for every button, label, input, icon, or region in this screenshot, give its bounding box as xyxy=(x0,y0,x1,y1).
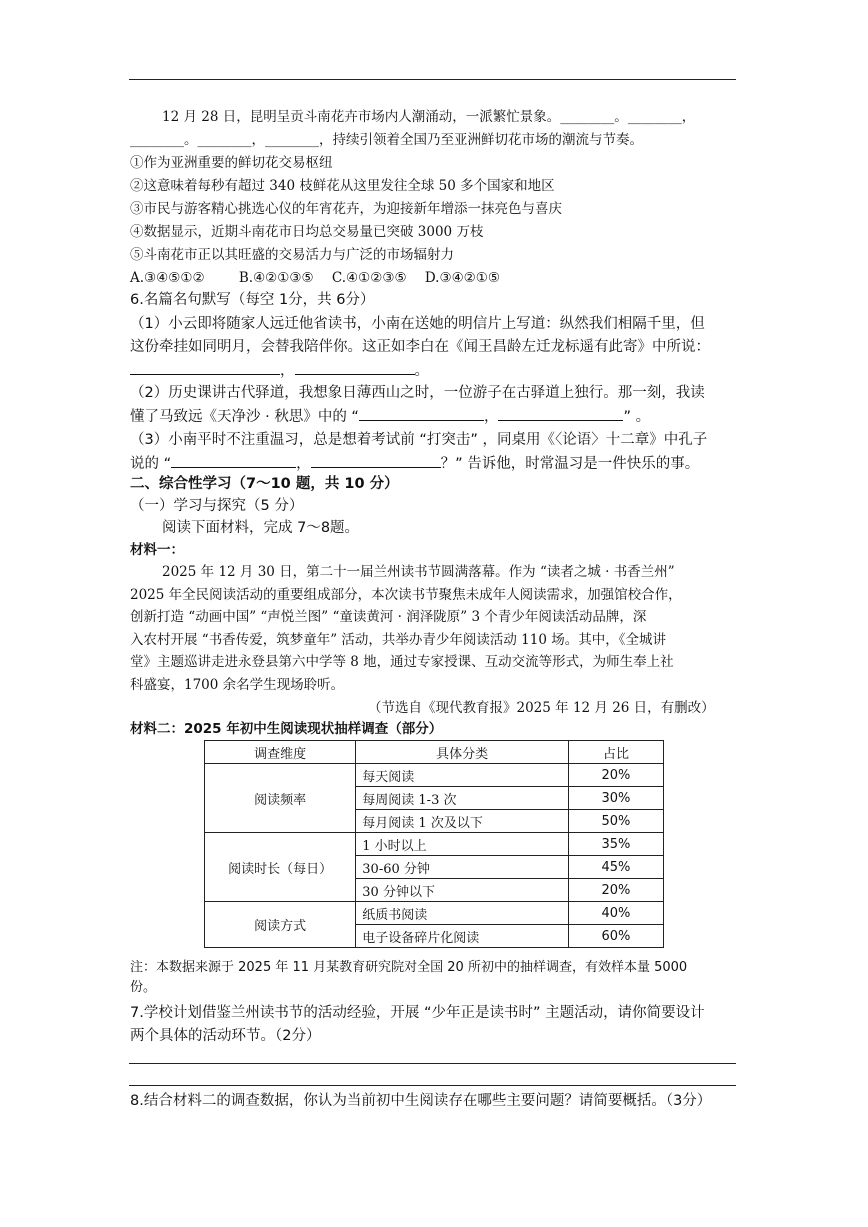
table-row xyxy=(205,902,664,925)
section2-sub: （一）学习与探究（5 分） xyxy=(130,498,304,514)
choice-a: A.③④⑤①② xyxy=(130,270,205,286)
header-dimension: 调查维度 xyxy=(205,741,356,764)
material1-line: 2025 年 12 月 30 日，第二十一届兰州读书节圆满落幕。作为 “读者之城 · 书香兰州” xyxy=(162,564,675,580)
q6-p3-line1: （3）小南平时不注重温习，总是想着考试前 “打突击” ，同桌用《〈论语〉十二章》中孔子 xyxy=(130,432,708,448)
choice-d: D.③④②①⑤ xyxy=(424,270,500,286)
material1-line: 2025 年全民阅读活动的重要组成部分，本次读书节聚焦未成年人阅读需求，加强馆校合作， xyxy=(130,587,682,603)
percentage-cell: 50% xyxy=(568,810,663,833)
table-row xyxy=(205,764,664,787)
answer-blank[interactable] xyxy=(171,453,296,468)
category-cell: 每天阅读 xyxy=(356,764,569,787)
q6-p1-line2: 这份牵挂如同明月，会替我陪伴你。这正如李白在《闻王昌龄左迁龙标遥有此寄》中所说： xyxy=(130,339,710,355)
percentage-cell: 30% xyxy=(568,787,663,810)
option-1: ①作为亚洲重要的鲜切花交易枢纽 xyxy=(130,155,333,171)
dimension-cell: 阅读频率 xyxy=(205,764,356,833)
material1-source: （节选自《现代教育报》2025 年 12 月 26 日，有删改） xyxy=(368,700,715,716)
material1-label: 材料一： xyxy=(130,542,184,558)
percentage-cell: 20% xyxy=(568,879,663,902)
material1-line: 科盛宴，1700 余名学生现场聆听。 xyxy=(130,677,345,693)
answer-blank[interactable] xyxy=(311,453,441,468)
answer-blank[interactable] xyxy=(359,406,484,421)
q7-line2: 两个具体的活动环节。（2分） xyxy=(130,1028,321,1044)
header-percentage: 占比 xyxy=(568,741,663,764)
answer-line[interactable] xyxy=(129,1085,736,1086)
material2-note-line1: 注：本数据来源于 2025 年 11 月某教育研究院对全国 20 所初中的抽样调查，有效样本量 5000 xyxy=(130,960,688,975)
top-rule xyxy=(129,79,736,80)
category-cell: 每周阅读 1-3 次 xyxy=(356,787,569,810)
dimension-cell: 阅读方式 xyxy=(205,902,356,948)
category-cell: 纸质书阅读 xyxy=(356,902,569,925)
percentage-cell: 60% xyxy=(568,925,663,948)
material1-line: 创新打造 “动画中国” “声悦兰图” “童读黄河 · 润泽陇原” 3 个青少年阅读活动品牌，深 xyxy=(130,609,647,625)
material1-line: 入农村开展 “书香传爱，筑梦童年” 活动，共举办青少年阅读活动 110 场。其中，《全城讲 xyxy=(130,632,666,648)
option-3: ③市民与游客精心挑选心仪的年宵花卉，为迎接新年增添一抹亮色与喜庆 xyxy=(130,201,562,217)
option-2: ②这意味着每秒有超过 340 枝鲜花从这里发往全球 50 多个国家和地区 xyxy=(130,178,555,194)
percentage-cell: 45% xyxy=(568,856,663,879)
table-header-row xyxy=(205,741,664,764)
q8-text: 8.结合材料二的调查数据，你认为当前初中生阅读存在哪些主要问题？请简要概括。（3分） xyxy=(130,1093,712,1109)
category-cell: 电子设备碎片化阅读 xyxy=(356,925,569,948)
section2-instruction: 阅读下面材料，完成 7～8题。 xyxy=(162,520,360,536)
q6-p3-line2: 说的 “ ， ？” 告诉他，时常温习是一件快乐的事。 xyxy=(130,453,699,474)
choice-c: C.④①②③⑤ xyxy=(331,270,407,286)
category-cell: 30-60 分钟 xyxy=(356,856,569,879)
category-cell: 每月阅读 1 次及以下 xyxy=(356,810,569,833)
material1-line: 堂》主题巡讲走进永登县第六中学等 8 地，通过专家授课、互动交流等形式，为师生奉上社 xyxy=(130,654,674,670)
q7-line1: 7.学校计划借鉴兰州读书节的活动经验，开展 “少年正是读书时” 主题活动，请你简要设计 xyxy=(130,1005,705,1021)
choice-b: B.④②①③⑤ xyxy=(238,270,314,286)
percentage-cell: 35% xyxy=(568,833,663,856)
material2-note-line2: 份。 xyxy=(130,980,157,995)
q6-heading: 6.名篇名句默写（每空 1分，共 6分） xyxy=(130,292,375,308)
q6-p1-line1: （1）小云即将随家人远迁他省读书，小南在送她的明信片上写道：纵然我们相隔千里，但 xyxy=(130,316,705,332)
percentage-cell: 20% xyxy=(568,764,663,787)
option-5: ⑤斗南花市正以其旺盛的交易活力与广泛的市场辐射力 xyxy=(130,247,454,263)
dimension-cell: 阅读时长（每日） xyxy=(205,833,356,902)
table-row xyxy=(205,833,664,856)
q6-p1-line3: ， 。 xyxy=(130,360,429,381)
header-category: 具体分类 xyxy=(356,741,569,764)
passage-line-1: 12 月 28 日，昆明呈贡斗南花卉市场内人潮涌动，一派繁忙景象。________。________， xyxy=(162,109,696,125)
answer-choices xyxy=(130,268,500,288)
answer-blank[interactable] xyxy=(498,406,623,421)
passage-line-2: ________。________，________，持续引领着全国乃至亚洲鲜切花市场的潮流与节奏。 xyxy=(130,132,643,148)
percentage-cell: 40% xyxy=(568,902,663,925)
category-cell: 1 小时以上 xyxy=(356,833,569,856)
answer-blank[interactable] xyxy=(295,360,415,375)
q6-p2-line1: （2）历史课讲古代驿道，我想象日薄西山之时，一位游子在古驿道上独行。那一刻，我读 xyxy=(130,385,705,401)
material2-title: 材料二：2025 年初中生阅读现状抽样调查（部分） xyxy=(130,721,443,737)
q6-p2-line2: 懂了马致远《天净沙 · 秋思》中的 “ ， ” 。 xyxy=(130,406,650,427)
category-cell: 30 分钟以下 xyxy=(356,879,569,902)
survey-table xyxy=(204,740,664,948)
answer-line[interactable] xyxy=(129,1063,736,1064)
section2-heading: 二、综合性学习（7～10 题，共 10 分） xyxy=(130,476,399,492)
option-4: ④数据显示，近期斗南花市日均总交易量已突破 3000 万枝 xyxy=(130,224,484,240)
answer-blank[interactable] xyxy=(130,360,280,375)
